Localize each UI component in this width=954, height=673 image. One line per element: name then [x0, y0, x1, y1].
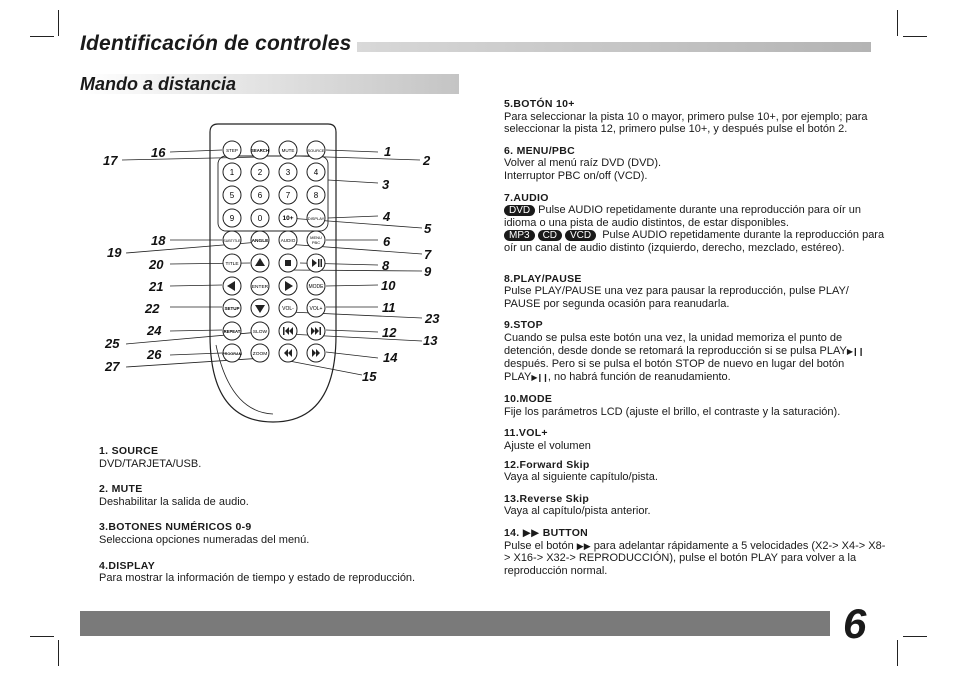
callout-26: 26 — [147, 347, 162, 362]
callout-17: 17 — [103, 153, 118, 168]
crop-mark — [58, 10, 59, 36]
section-body: Pulse PLAY/PAUSE una vez para pausar la reproducción, pulse PLAY/ PAUSE por segunda ocasión para reanudarla. — [504, 285, 849, 310]
dvd-badge: DVD — [504, 205, 535, 216]
callout-25: 25 — [105, 336, 120, 351]
section-body-text: Pulse AUDIO repetidamente durante una reproducción para oír un idioma o una pista de audio distintos, de estar disponibles. — [504, 204, 861, 229]
svg-text:TITLE: TITLE — [225, 262, 239, 267]
left-arrow-button[interactable] — [223, 277, 241, 295]
section-body: Interruptor PBC on/off (VCD). — [504, 169, 648, 182]
reverse-skip-button[interactable] — [279, 322, 297, 340]
svg-text:MUTE: MUTE — [281, 148, 295, 153]
play-pause-button[interactable] — [307, 254, 325, 272]
svg-text:STEP: STEP — [226, 148, 238, 153]
number-1-button[interactable] — [223, 163, 241, 181]
callout-3: 3 — [382, 177, 390, 192]
section-stop — [504, 319, 886, 384]
section-body: Para mostrar la información de tiempo y estado de reproducción. — [99, 572, 416, 585]
section-numeric — [99, 521, 474, 546]
number-6-button[interactable] — [251, 186, 269, 204]
section-10plus — [504, 98, 886, 136]
svg-text:1: 1 — [229, 168, 235, 177]
svg-text:10+: 10+ — [282, 215, 294, 222]
section-body: Vaya al capítulo/pista anterior. — [504, 505, 651, 518]
section-body-text: para adelantar rápidamente a 5 velocidades (X2-> X4-> X8-> X16-> X32-> REPRODUCCIÓN), pulse el botón PLAY para volver a la reproducción normal. — [504, 539, 886, 577]
svg-text:VOL-: VOL- — [282, 306, 294, 312]
section-source — [99, 445, 474, 470]
section-heading: 9.STOP — [504, 319, 543, 332]
section-heading: 2. MUTE — [99, 483, 143, 496]
section-reverse-skip — [504, 493, 886, 518]
callout-1: 1 — [384, 144, 392, 159]
crop-mark — [30, 36, 54, 37]
section-body-text: Pulse el botón — [504, 539, 574, 552]
remote-diagram — [100, 120, 450, 430]
svg-text:ENTER: ENTER — [251, 285, 269, 290]
svg-text:4: 4 — [313, 168, 319, 177]
svg-text:0: 0 — [257, 214, 263, 223]
enter-button[interactable] — [251, 277, 269, 295]
setup-button[interactable] — [223, 299, 241, 317]
section-body-text: Pulse AUDIO repetidamente durante la reproducción para oír un canal de audio distinto (izquierdo, derecho, mezclado, estéreo). — [504, 229, 885, 254]
callout-14: 14 — [383, 350, 398, 365]
display-button[interactable] — [307, 209, 325, 227]
number-9-button[interactable] — [223, 209, 241, 227]
svg-text:2: 2 — [257, 168, 263, 177]
callout-5: 5 — [424, 221, 432, 236]
callout-27: 27 — [105, 359, 120, 374]
svg-text:6: 6 — [257, 191, 263, 200]
section-body: Volver al menú raíz DVD (DVD). — [504, 157, 662, 170]
svg-text:SUBTITLE: SUBTITLE — [223, 239, 241, 243]
stop-button[interactable] — [279, 254, 297, 272]
title-bar — [80, 32, 871, 58]
footer-bar — [80, 611, 830, 636]
section-body-text: Cuando se pulsa este botón una vez, la unidad memoriza el punto de detención, desde donde se retomará la reproducción si se pulsa PLAY — [504, 331, 847, 357]
subtitle-bar — [80, 74, 459, 94]
zoom-button[interactable] — [251, 344, 269, 362]
vcd-badge: VCD — [565, 230, 596, 241]
play-pause-icon: ▶❙❙ — [531, 372, 548, 382]
crop-mark — [903, 636, 927, 637]
slow-button[interactable] — [251, 322, 269, 340]
svg-text:5: 5 — [229, 191, 235, 200]
crop-mark — [897, 10, 898, 36]
section-heading: 3.BOTONES NUMÉRICOS 0-9 — [99, 521, 252, 534]
program-button[interactable] — [222, 344, 242, 362]
section-body: Ajuste el volumen — [504, 440, 591, 453]
svg-text:SLOW: SLOW — [252, 330, 268, 335]
svg-text:MENU: MENU — [310, 235, 322, 240]
svg-text:PBC: PBC — [311, 240, 321, 245]
svg-text:DISPLAY: DISPLAY — [307, 216, 325, 221]
section-body: Selecciona opciones numeradas del menú. — [99, 533, 310, 546]
section-body-text: después. Pero si se pulsa el botón STOP de nuevo en lugar del botón PLAY — [504, 358, 845, 383]
audio-button[interactable] — [279, 231, 297, 249]
callout-12: 12 — [382, 325, 397, 340]
section-body-text: , no habrá función de reanudamiento. — [547, 370, 731, 383]
section-body: Fije los parámetros LCD (ajuste el brillo, el contraste y la saturación). — [504, 405, 841, 418]
svg-text:ZOOM: ZOOM — [252, 352, 268, 357]
callout-18: 18 — [151, 233, 166, 248]
svg-text:9: 9 — [229, 214, 235, 223]
plus-10-button[interactable] — [279, 209, 297, 227]
section-forward-skip — [504, 459, 886, 484]
number-3-button[interactable] — [279, 163, 297, 181]
number-8-button[interactable] — [307, 186, 325, 204]
up-arrow-button[interactable] — [251, 254, 269, 272]
svg-text:8: 8 — [313, 191, 319, 200]
callout-8: 8 — [382, 258, 390, 273]
number-5-button[interactable] — [223, 186, 241, 204]
section-heading: 6. MENU/PBC — [504, 144, 575, 157]
crop-mark — [58, 640, 59, 666]
section-heading: 10.MODE — [504, 393, 553, 406]
section-body — [504, 540, 886, 578]
fast-forward-icon: ▶▶ — [576, 540, 591, 551]
section-mute — [99, 483, 474, 508]
section-fast-forward — [504, 527, 886, 577]
svg-text:MODE: MODE — [308, 284, 324, 290]
right-arrow-button[interactable] — [279, 277, 297, 295]
svg-text:AUDIO: AUDIO — [280, 238, 296, 243]
section-audio — [504, 192, 886, 255]
mode-button[interactable] — [307, 277, 325, 295]
stop-icon — [285, 260, 291, 266]
left-column — [99, 445, 474, 595]
section-body: Vaya al siguiente capítulo/pista. — [504, 471, 658, 484]
section-heading: 13.Reverse Skip — [504, 492, 590, 505]
section-body — [504, 332, 886, 384]
section-body: DVD/TARJETA/USB. — [99, 457, 202, 470]
section-subtitle: Mando a distancia — [80, 74, 237, 94]
mp3-badge: MP3 — [504, 230, 535, 241]
section-heading — [504, 527, 886, 540]
section-heading: 1. SOURCE — [99, 445, 159, 457]
section-heading: 4.DISPLAY — [99, 559, 155, 572]
cd-badge: CD — [538, 230, 562, 241]
section-heading-number: 14. — [504, 527, 520, 540]
callout-15: 15 — [362, 369, 377, 384]
page-number: 6 — [843, 600, 867, 647]
title-button[interactable] — [223, 254, 241, 272]
svg-text:7: 7 — [285, 191, 291, 200]
section-body: Deshabilitar la salida de audio. — [99, 495, 249, 508]
crop-mark — [30, 636, 54, 637]
vol-minus-button[interactable] — [279, 299, 297, 317]
section-display — [99, 560, 474, 585]
crop-mark — [903, 36, 927, 37]
callout-7: 7 — [424, 247, 432, 262]
callout-16: 16 — [151, 145, 166, 160]
callout-11: 11 — [382, 300, 396, 315]
section-body: Para seleccionar la pista 10 o mayor, primero pulse 10+, por ejemplo; para seleccionar la pista 12, primero pulse 10+, y después pulse el botón 2. — [504, 110, 868, 136]
section-menu-pbc — [504, 145, 886, 183]
fast-forward-icon: ▶▶ — [522, 527, 540, 540]
section-heading: 7.AUDIO — [504, 191, 549, 204]
rewind-button[interactable] — [279, 344, 297, 362]
section-body — [504, 229, 886, 254]
page-title: Identificación de controles — [80, 32, 357, 56]
repeat-button[interactable] — [223, 322, 241, 340]
section-heading: 12.Forward Skip — [504, 458, 590, 471]
number-2-button[interactable] — [251, 163, 269, 181]
section-heading: 8.PLAY/PAUSE — [504, 272, 582, 285]
section-heading: 5.BOTÓN 10+ — [504, 98, 575, 110]
remote-control-illustration — [100, 120, 450, 430]
number-7-button[interactable] — [279, 186, 297, 204]
callout-13: 13 — [423, 333, 438, 348]
svg-text:ANGLE: ANGLE — [251, 239, 269, 244]
callout-10: 10 — [381, 278, 396, 293]
crop-mark — [897, 640, 898, 666]
callout-19: 19 — [107, 245, 122, 260]
right-column — [504, 98, 886, 587]
callout-20: 20 — [149, 257, 164, 272]
callout-24: 24 — [147, 323, 162, 338]
search-button[interactable] — [251, 141, 269, 159]
play-pause-icon: ▶❙❙ — [846, 346, 864, 356]
section-play-pause — [504, 273, 886, 311]
callout-9: 9 — [424, 264, 432, 279]
number-4-button[interactable] — [307, 163, 325, 181]
section-vol-plus — [504, 427, 886, 452]
callout-21: 21 — [149, 279, 164, 294]
svg-text:VOL+: VOL+ — [309, 306, 323, 312]
svg-text:SEARCH: SEARCH — [251, 148, 269, 153]
svg-text:3: 3 — [285, 168, 291, 177]
section-heading: 11.VOL+ — [504, 427, 548, 440]
subtitle-button[interactable] — [223, 231, 241, 249]
section-body — [504, 204, 886, 229]
source-button[interactable] — [307, 141, 325, 159]
vol-plus-button[interactable] — [307, 299, 325, 317]
mute-button[interactable] — [279, 141, 297, 159]
svg-text:REPEAT: REPEAT — [223, 329, 241, 334]
fast-forward-button[interactable] — [307, 344, 325, 362]
angle-button[interactable] — [251, 231, 269, 249]
callout-22: 22 — [145, 301, 160, 316]
forward-skip-button[interactable] — [307, 322, 325, 340]
section-mode — [504, 393, 886, 418]
number-0-button[interactable] — [251, 209, 269, 227]
callout-6: 6 — [383, 234, 391, 249]
menu-pbc-button[interactable] — [307, 231, 325, 249]
svg-text:SOURCE: SOURCE — [307, 148, 325, 153]
step-button[interactable] — [223, 141, 241, 159]
callout-2: 2 — [423, 153, 431, 168]
callout-23: 23 — [425, 311, 440, 326]
svg-text:PROGRAM: PROGRAM — [222, 352, 242, 356]
callout-4: 4 — [383, 209, 391, 224]
section-heading-text: BUTTON — [542, 527, 589, 540]
down-arrow-button[interactable] — [251, 299, 269, 317]
svg-text:SETUP: SETUP — [224, 306, 240, 311]
